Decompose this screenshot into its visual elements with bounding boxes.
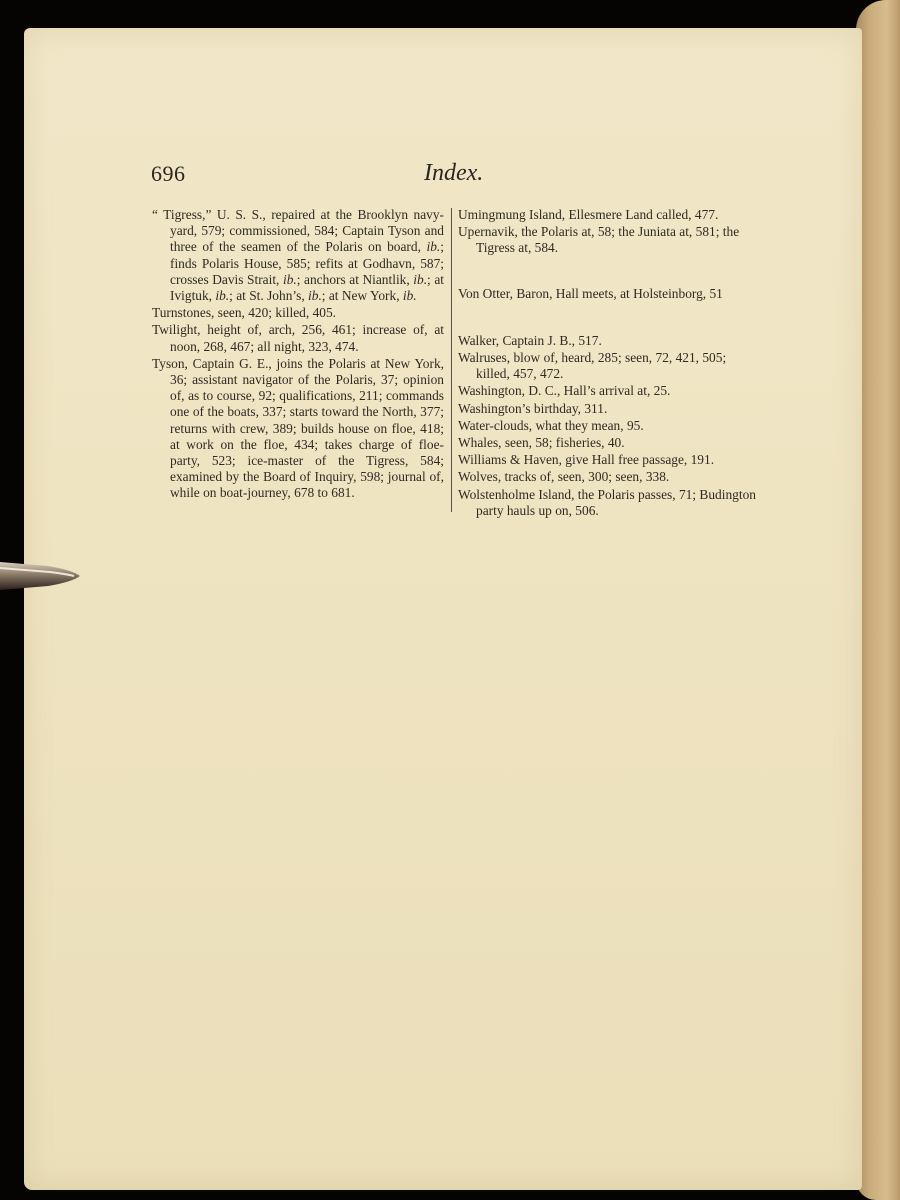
index-entry: Turnstones, seen, 420; killed, 405. (152, 305, 336, 321)
italic-reference: ib. (413, 271, 428, 287)
index-entry: Water-clouds, what they mean, 95. (458, 417, 644, 433)
italic-reference: ib. (402, 288, 417, 304)
index-entry: Umingmung Island, Ellesmere Land called, 477. (458, 207, 719, 222)
italic-reference: ib. (282, 271, 297, 287)
index-entry: Twilight, height of, arch, 256, 461; increase of, at noon, 268, 467; all night, 323, 474. (152, 322, 444, 354)
column-divider (451, 208, 452, 512)
index-group-v (458, 286, 758, 302)
index-entry: Walker, Captain J. B., 517. (458, 332, 602, 348)
index-entry: Whales, seen, 58; fisheries, 40. (458, 435, 625, 451)
book-page-edge (856, 0, 900, 1200)
page-number: 696 (151, 161, 186, 186)
index-entry: Wolstenholme Island, the Polaris passes, 71; Budington party hauls up on, 506. (458, 486, 756, 518)
index-entry: Tyson, Captain G. E., joins the Polaris at New York, 36; assistant navigator of the Polaris, 37; opinion of, as to course, 92; qualifications, 211; commands one of the boats, 337; starts toward the North, 377; returns with crew, 389; builds house on floe, 418; at work on the floe, 434; takes charge of floe-party, 523; ice-master of the Tigress, 584; examined by the Board of Inquiry, 598; journal of, while on boat-journey, 678 to 681. (152, 355, 444, 501)
index-entry: “ Tigress,” U. S. S., repaired at the Brooklyn navy-yard, 579; commissioned, 584; Captain Tyson and three of the seamen of the Polaris on board, ib.; finds Polaris House, 585; refits at Godhavn, 587; crosses Davis Strait, ib.; anchors at Niantlik, ib.; at Ivigtuk, ib.; at St. John’s, ib.; at New York, ib. (152, 207, 444, 304)
book-page (24, 28, 862, 1190)
index-entry: Walruses, blow of, heard, 285; seen, 72, 421, 505; killed, 457, 472. (458, 350, 727, 382)
index-entry: Upernavik, the Polaris at, 58; the Juniata at, 581; the Tigress at, 584. (458, 224, 740, 256)
italic-reference: ib. (426, 239, 441, 255)
index-group-u (458, 207, 758, 257)
index-entry: Von Otter, Baron, Hall meets, at Holsteinborg, 51 (458, 285, 723, 301)
italic-reference: ib. (215, 288, 230, 304)
index-column-right (458, 207, 758, 520)
index-entry: Williams & Haven, give Hall free passage, 191. (458, 452, 715, 468)
index-group-w (458, 333, 758, 519)
index-entry: Washington, D. C., Hall’s arrival at, 25. (458, 383, 671, 399)
index-entry: Wolves, tracks of, seen, 300; seen, 338. (458, 469, 670, 485)
page-header-title: Index. (424, 160, 484, 186)
index-column-left (152, 207, 444, 503)
italic-reference: ib. (308, 288, 322, 304)
page-pin-object (0, 556, 80, 596)
index-entry: Washington’s birthday, 311. (458, 400, 608, 416)
